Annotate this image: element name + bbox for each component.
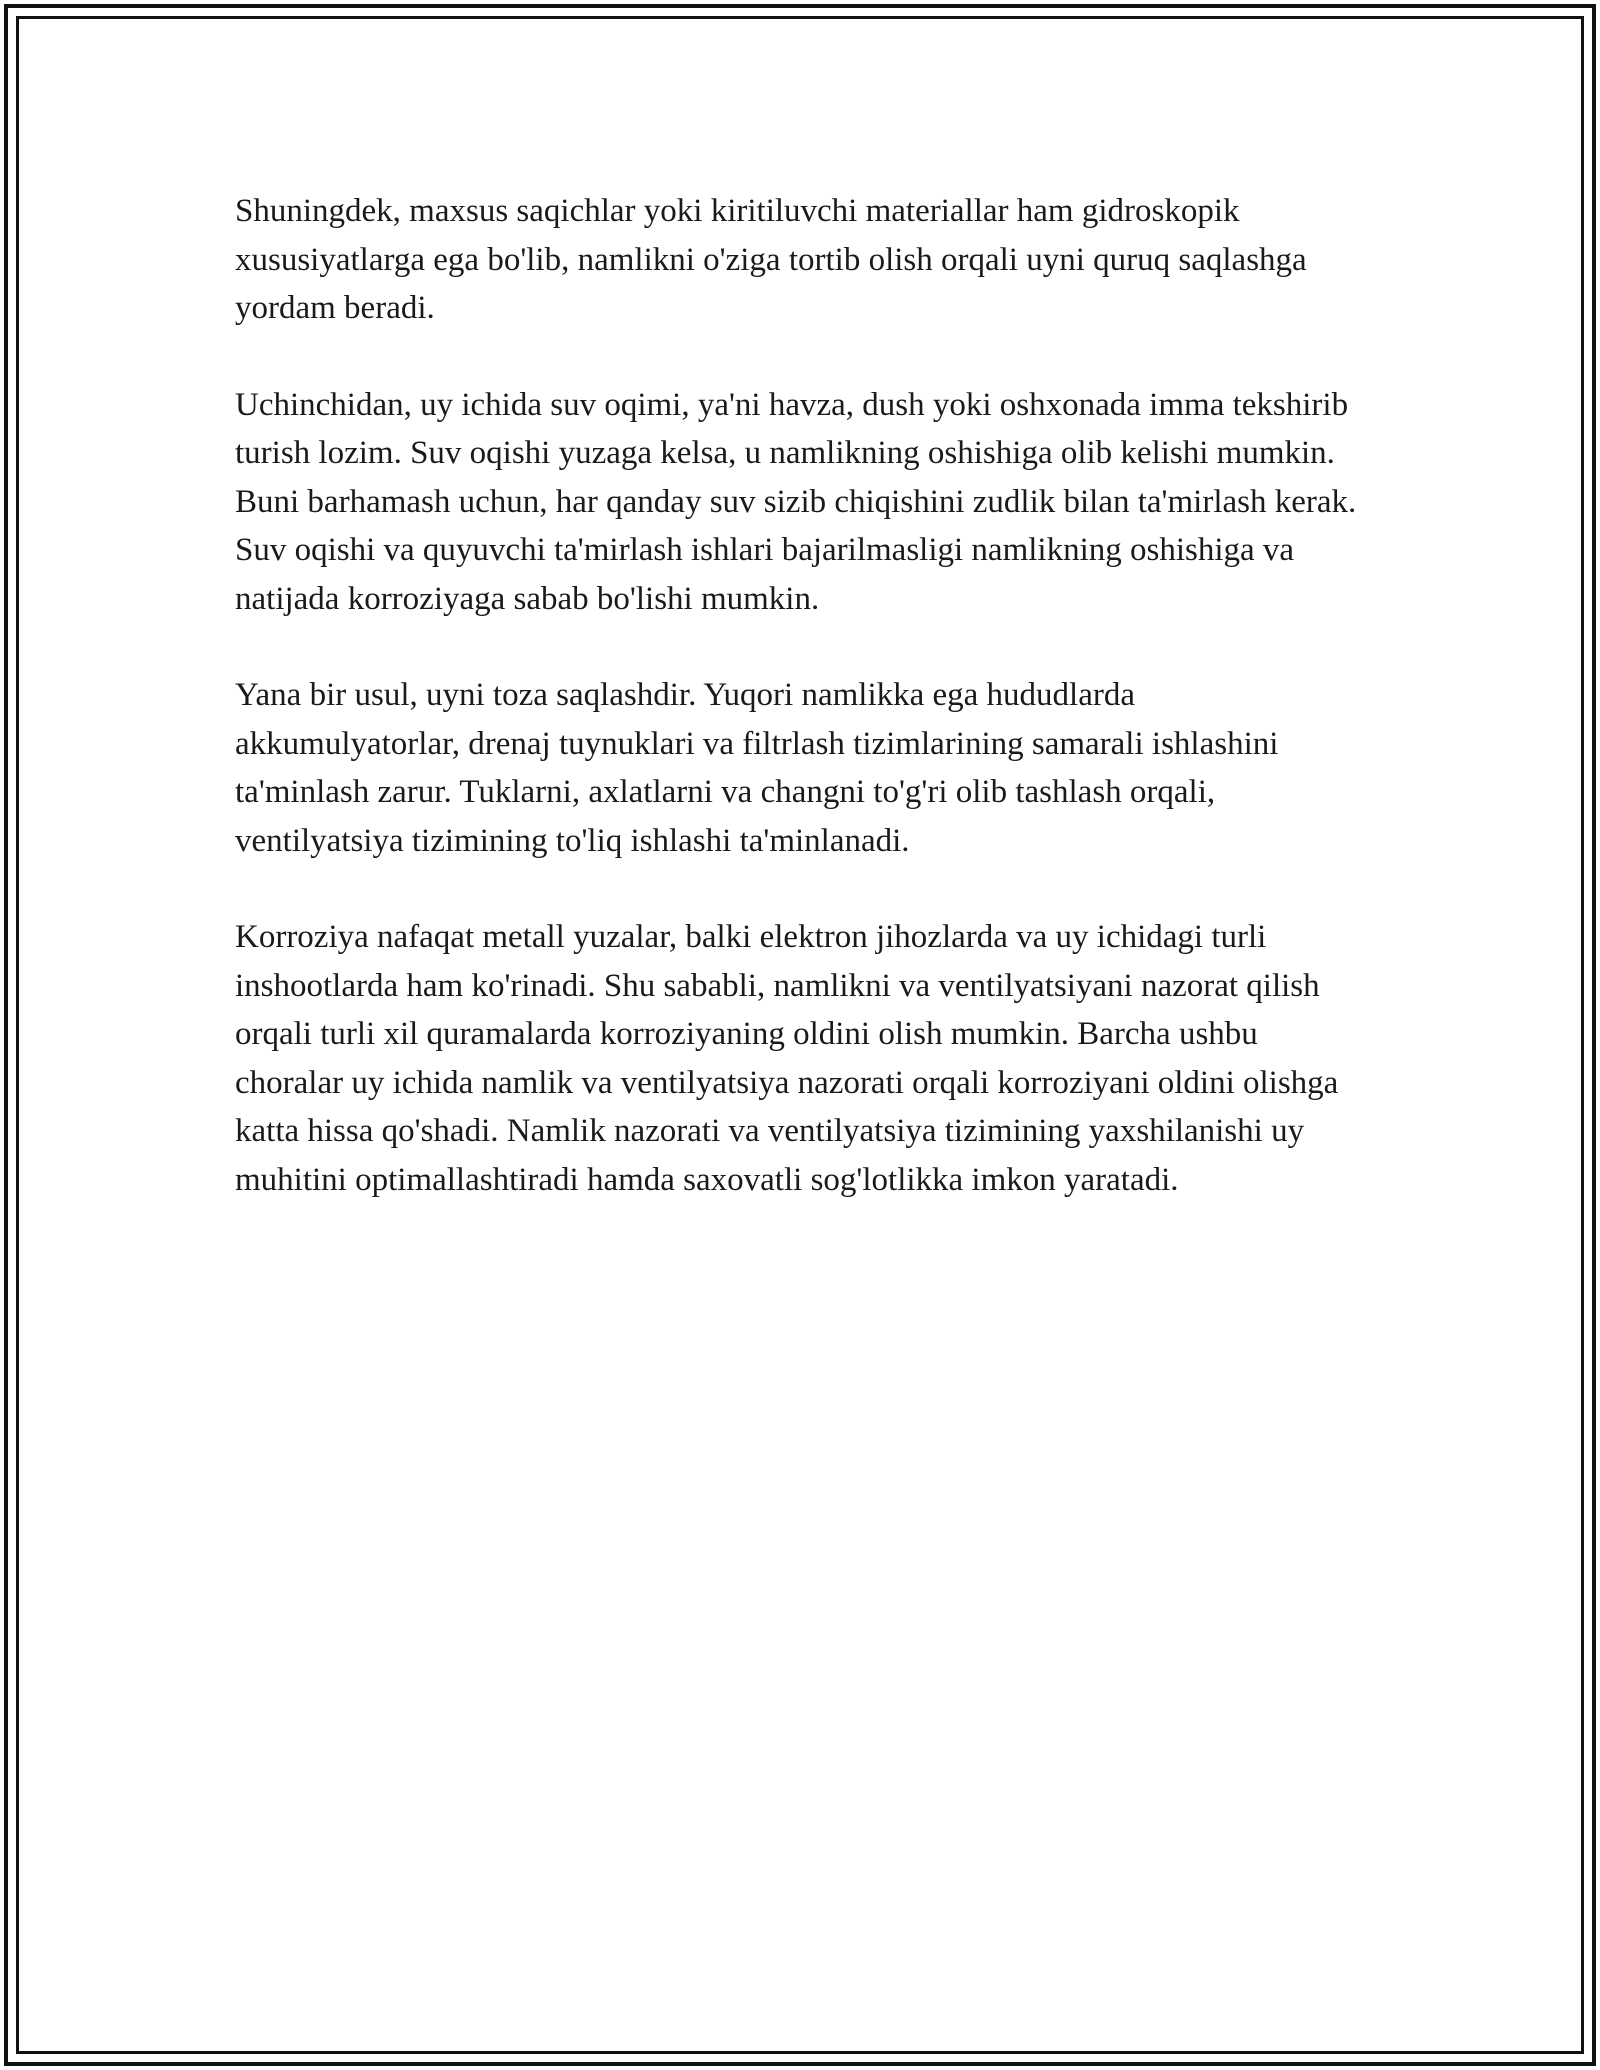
paragraph-3: Yana bir usul, uyni toza saqlashdir. Yuqori namlikka ega hududlarda akkumulyatorlar, drenaj tuynuklari va filtrlash tizimlarining samarali ishlashini ta'minlash zarur. Tuklarni, axlatlarni va changni to'g'ri olib tashlash orqali, ventilyatsiya tizimining to'liq ishlashi ta'minlanadi. [235, 677, 1279, 859]
paragraph-4: Korroziya nafaqat metall yuzalar, balki elektron jihozlarda va uy ichidagi turli inshootlarda ham ko'rinadi. Shu sababli, namlikni va ventilyatsiyani nazorat qilish orqali turli xil quramalarda korroziyaning oldini olish mumkin. Barcha ushbu choralar uy ichida namlik va ventilyatsiya nazorati orqali korroziyani oldini olishga katta hissa qo'shadi. Namlik nazorati va ventilyatsiya tizimining yaxshilanishi uy muhitini optimallashtiradi hamda saxovatli sog'lotlikka imkon yaratadi. [235, 919, 1339, 1198]
document-body [235, 187, 1365, 1252]
paragraph-1: Shuningdek, maxsus saqichlar yoki kiritiluvchi materiallar ham gidroskopik xususiyatlarga ega bo'lib, namlikni o'ziga tortib olish orqali uyni quruq saqlashga yordam beradi. [235, 193, 1307, 326]
paragraph-2: Uchinchidan, uy ichida suv oqimi, ya'ni havza, dush yoki oshxonada imma tekshirib turish lozim. Suv oqishi yuzaga kelsa, u namlikning oshishiga olib kelishi mumkin. Buni barhamash uchun, har qanday suv sizib chiqishini zudlik bilan ta'mirlash kerak. Suv oqishi va quyuvchi ta'mirlash ishlari bajarilmasligi namlikning oshishiga va natijada korroziyaga sabab bo'lishi mumkin. [235, 386, 1357, 617]
